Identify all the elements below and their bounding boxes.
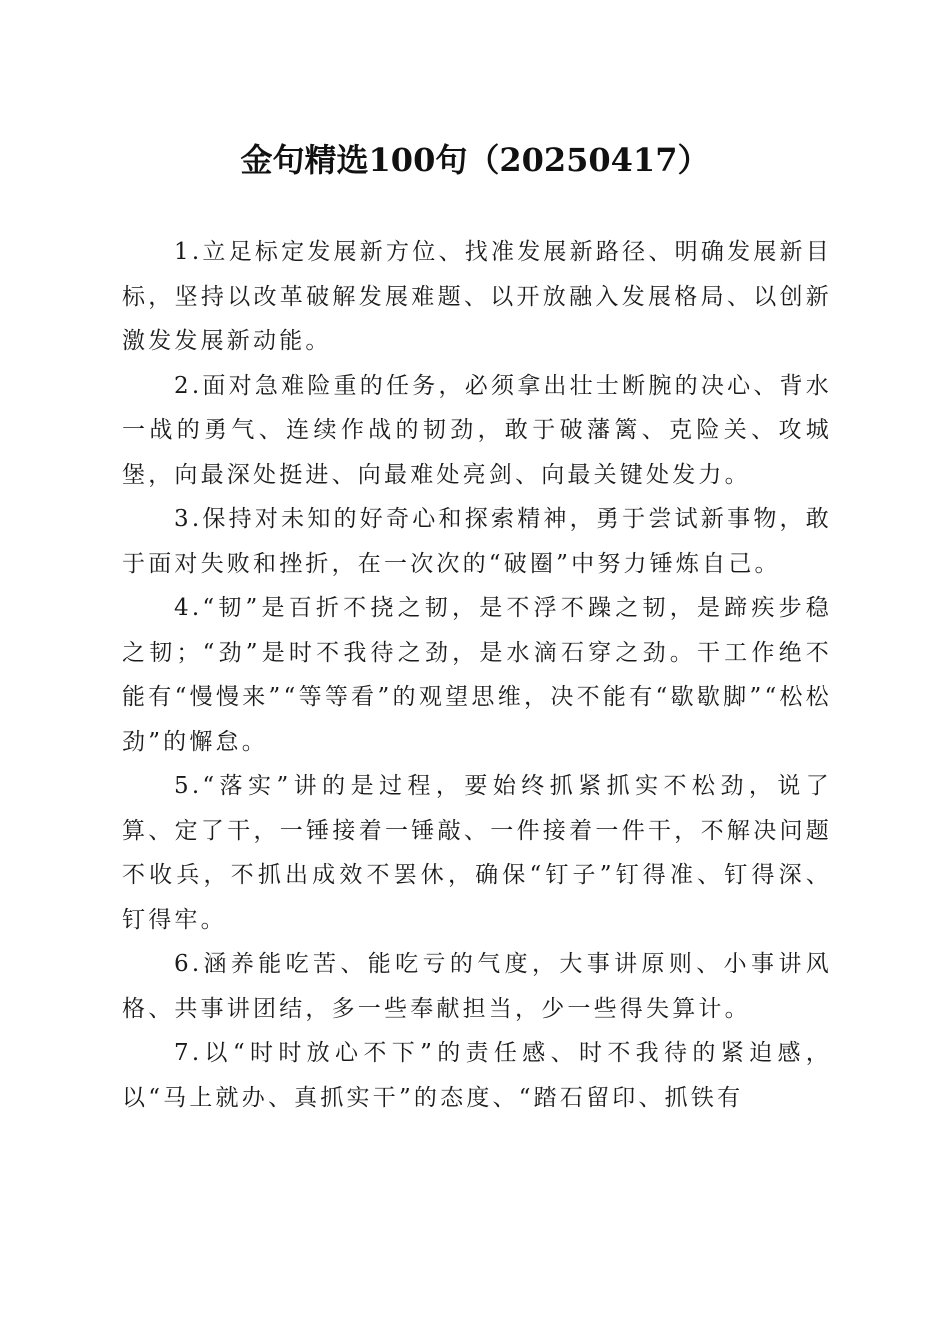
document-title: 金句精选100句（20250417） <box>240 141 710 179</box>
paragraph-3: 3.保持对未知的好奇心和探索精神，勇于尝试新事物，敢于面对失败和挫折，在一次次的“破圈”中努力锤炼自己。 <box>122 506 832 577</box>
paragraph-7: 7.以“时时放心不下”的责任感、时不我待的紧迫感，以“马上就办、真抓实干”的态度、“踏石留印、抓铁有 <box>122 1040 832 1111</box>
paragraph-1: 1.立足标定发展新方位、找准发展新路径、明确发展新目标，坚持以改革破解发展难题、以开放融入发展格局、以创新激发发展新动能。 <box>122 239 832 354</box>
paragraph-4: 4.“韧”是百折不挠之韧，是不浮不躁之韧，是蹄疾步稳之韧；“劲”是时不我待之劲，是水滴石穿之劲。干工作绝不能有“慢慢来”“等等看”的观望思维，决不能有“歇歇脚”“松松劲”的懈怠。 <box>122 595 832 755</box>
paragraph-2: 2.面对急难险重的任务，必须拿出壮士断腕的决心、背水一战的勇气、连续作战的韧劲，敢于破藩篱、克险关、攻城堡，向最深处挺进、向最难处亮剑、向最关键处发力。 <box>122 372 832 488</box>
paragraph-6: 6.涵养能吃苦、能吃亏的气度，大事讲原则、小事讲风格、共事讲团结，多一些奉献担当，少一些得失算计。 <box>122 951 832 1022</box>
document-body <box>122 230 832 1120</box>
paragraph-5: 5.“落实”讲的是过程，要始终抓紧抓实不松劲，说了算、定了干，一锤接着一锤敲、一件接着一件干，不解决问题不收兵，不抓出成效不罢休，确保“钉子”钉得准、钉得深、钉得牢。 <box>122 773 832 933</box>
